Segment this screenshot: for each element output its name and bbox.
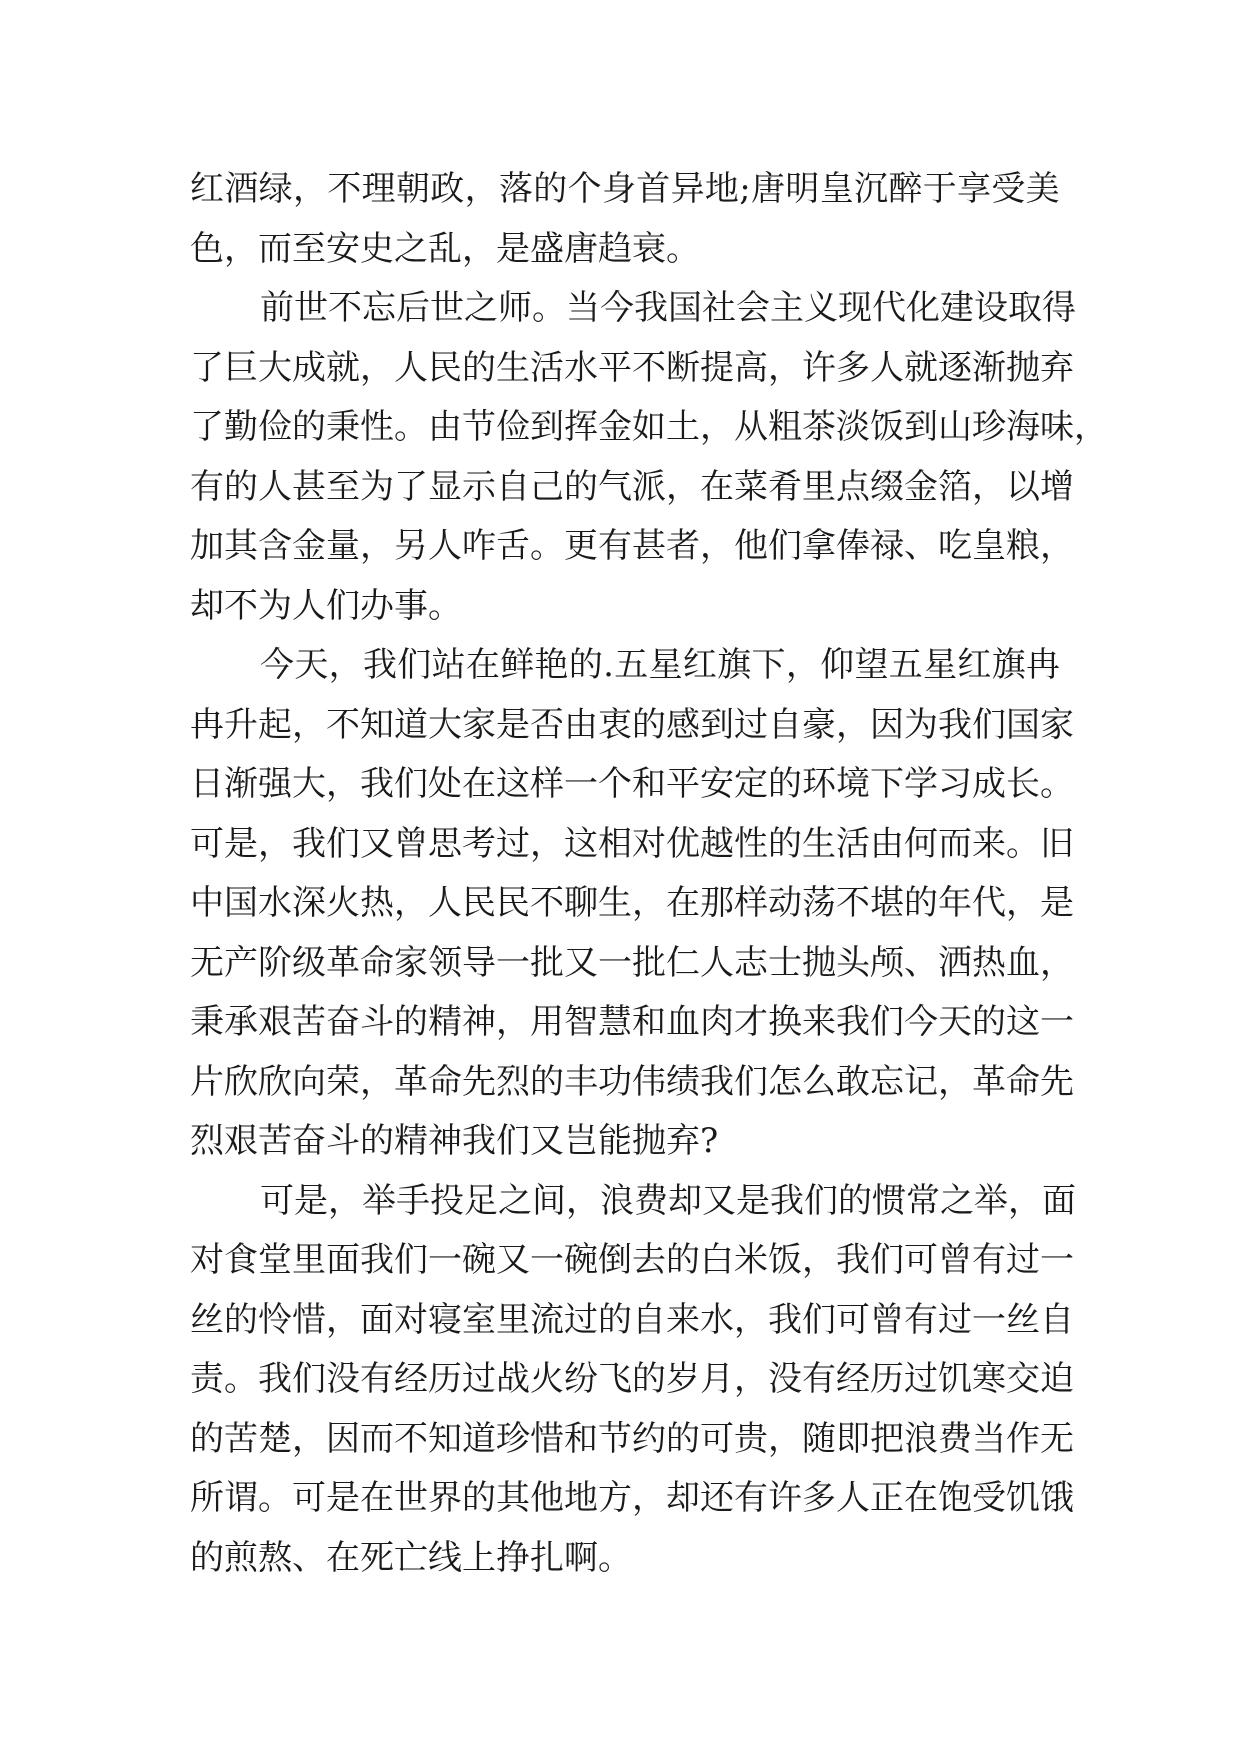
text-line: 加 其 含 金 量 ， 另 人 咋 舌 。 更 有 甚 者 ， 他 们 拿 俸 禄 、 吃 皇 粮 ，: [190, 526, 1074, 566]
text-line: 责 。 我 们 没 有 经 历 过 战 火 纷 飞 的 岁 月 ， 没 有 经 历 过 饥 寒 交 迫: [190, 1359, 1074, 1399]
document-body: [190, 160, 1108, 1588]
text-line: 日 渐 强 大 ， 我 们 处 在 这 样 一 个 和 平 安 定 的 环 境 下 学 习 成 长 。: [190, 764, 1074, 804]
text-line: 前 世 不 忘 后 世 之 师 。 当 今 我 国 社 会 主 义 现 代 化 建 设 取 得: [260, 288, 1076, 328]
text-line: 对 食 堂 里 面 我 们 一 碗 又 一 碗 倒 去 的 白 米 饭 ， 我 们 可 曾 有 过 一: [190, 1240, 1074, 1280]
text-line: 有 的 人 甚 至 为 了 显 示 自 己 的 气 派 ， 在 菜 肴 里 点 缀 金 箔 ， 以 增: [190, 466, 1074, 507]
text-line: 片 欣 欣 向 荣 ， 革 命 先 烈 的 丰 功 伟 绩 我 们 怎 么 敢 忘 记 ， 革 命 先: [190, 1061, 1074, 1102]
text-line: 的煎熬、在死亡线上挣扎啊。: [190, 1537, 632, 1578]
text-line: 的 苦 楚 ， 因 而 不 知 道 珍 惜 和 节 约 的 可 贵 ， 随 即 把 浪 费 当 作 无: [190, 1418, 1074, 1459]
text-line: 了 勤 俭 的 秉 性 。 由 节 俭 到 挥 金 如 土 ， 从 粗 茶 淡 饭 到 山 珍 海 味 ，: [190, 407, 1108, 447]
text-line: 色，而至安史之乱，是盛唐趋衰。: [190, 228, 700, 269]
text-line: 红 酒 绿 ， 不 理 朝 政 ， 落 的 个 身 首 异 地 ; 唐 明 皇 沉 醉 于 享 受 美: [190, 169, 1060, 209]
text-line: 了 巨 大 成 就 ， 人 民 的 生 活 水 平 不 断 提 高 ， 许 多 人 就 逐 渐 抛 弃: [190, 347, 1074, 388]
text-line: 烈艰苦奋斗的精神我们又岂能抛弃?: [190, 1121, 719, 1161]
text-line: 丝 的 怜 惜 ， 面 对 寝 室 里 流 过 的 自 来 水 ， 我 们 可 曾 有 过 一 丝 自: [190, 1299, 1074, 1340]
text-line: 可 是 ， 举 手 投 足 之 间 ， 浪 费 却 又 是 我 们 的 惯 常 之 举 ， 面: [260, 1180, 1076, 1221]
text-line: 所 谓 。 可 是 在 世 界 的 其 他 地 方 ， 却 还 有 许 多 人 正 在 饱 受 饥 饿: [190, 1478, 1074, 1518]
text-line: 今 天 ， 我 们 站 在 鲜 艳 的 . 五 星 红 旗 下 ， 仰 望 五 星 红 旗 冉: [260, 645, 1060, 685]
text-line: 却不为人们办事。: [190, 585, 462, 626]
text-line: 无 产 阶 级 革 命 家 领 导 一 批 又 一 批 仁 人 志 士 抛 头 颅 、 洒 热 血 ，: [190, 942, 1074, 983]
text-line: 中 国 水 深 火 热 ， 人 民 民 不 聊 生 ， 在 那 样 动 荡 不 堪 的 年 代 ， 是: [190, 883, 1074, 923]
text-line: 冉 升 起 ， 不 知 道 大 家 是 否 由 衷 的 感 到 过 自 豪 ， 因 为 我 们 国 家: [190, 704, 1074, 745]
text-line: 秉 承 艰 苦 奋 斗 的 精 神 ， 用 智 慧 和 血 肉 才 换 来 我 们 今 天 的 这 一: [190, 1002, 1074, 1042]
text-line: 可 是 ， 我 们 又 曾 思 考 过 ， 这 相 对 优 越 性 的 生 活 由 何 而 来 。 旧: [190, 823, 1074, 864]
